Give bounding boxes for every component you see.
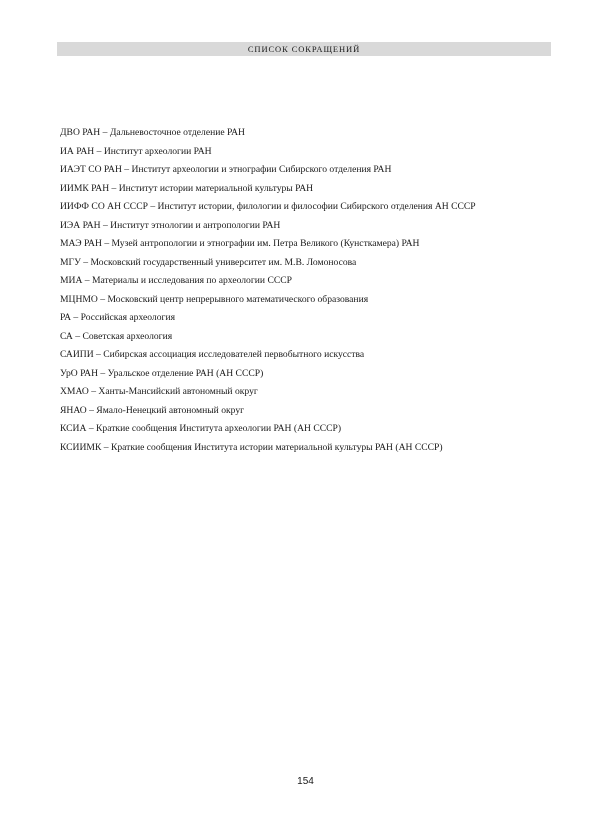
- section-header-bar: [57, 42, 551, 56]
- abbreviation-item: МЦНМО – Московский центр непрерывного математического образования: [60, 293, 369, 305]
- abbreviation-item: ХМАО – Ханты-Мансийский автономный округ: [60, 386, 258, 397]
- abbreviation-item: ЯНАО – Ямало-Ненецкий автономный округ: [60, 404, 245, 416]
- abbreviation-item: МГУ – Московский государственный университет им. М.В. Ломоносова: [60, 256, 357, 268]
- abbreviation-item: КСИИМК – Краткие сообщения Института истории материальной культуры РАН (АН СССР): [60, 441, 443, 453]
- abbreviation-list: [60, 124, 550, 457]
- abbreviation-item: ИА РАН – Институт археологии РАН: [60, 145, 212, 157]
- abbreviation-item: СА – Советская археология: [60, 330, 173, 342]
- abbreviation-item: САИПИ – Сибирская ассоциация исследователей первобытного искусства: [60, 349, 365, 360]
- abbreviation-item: ИАЭТ СО РАН – Институт археологии и этнографии Сибирского отделения РАН: [60, 164, 392, 175]
- abbreviation-item: УрО РАН – Уральское отделение РАН (АН СССР): [60, 367, 264, 379]
- abbreviation-item: МАЭ РАН – Музей антропологии и этнографии им. Петра Великого (Кунсткамера) РАН: [60, 238, 420, 249]
- abbreviation-item: РА – Российская археология: [60, 312, 175, 323]
- abbreviation-item: ИИМК РАН – Институт истории материальной культуры РАН: [60, 182, 314, 194]
- page-number: 154: [297, 776, 314, 787]
- abbreviation-item: ДВО РАН – Дальневосточное отделение РАН: [60, 127, 245, 138]
- abbreviation-item: ИИФФ СО АН СССР – Институт истории, филологии и философии Сибирского отделения АН СССР: [60, 201, 476, 212]
- section-title: СПИСОК СОКРАЩЕНИЙ: [247, 43, 361, 54]
- abbreviation-item: КСИА – Краткие сообщения Института археологии РАН (АН СССР): [60, 423, 342, 434]
- abbreviation-item: МИА – Материалы и исследования по археологии СССР: [60, 275, 292, 286]
- abbreviation-item: ИЭА РАН – Институт этнологии и антропологии РАН: [60, 219, 281, 231]
